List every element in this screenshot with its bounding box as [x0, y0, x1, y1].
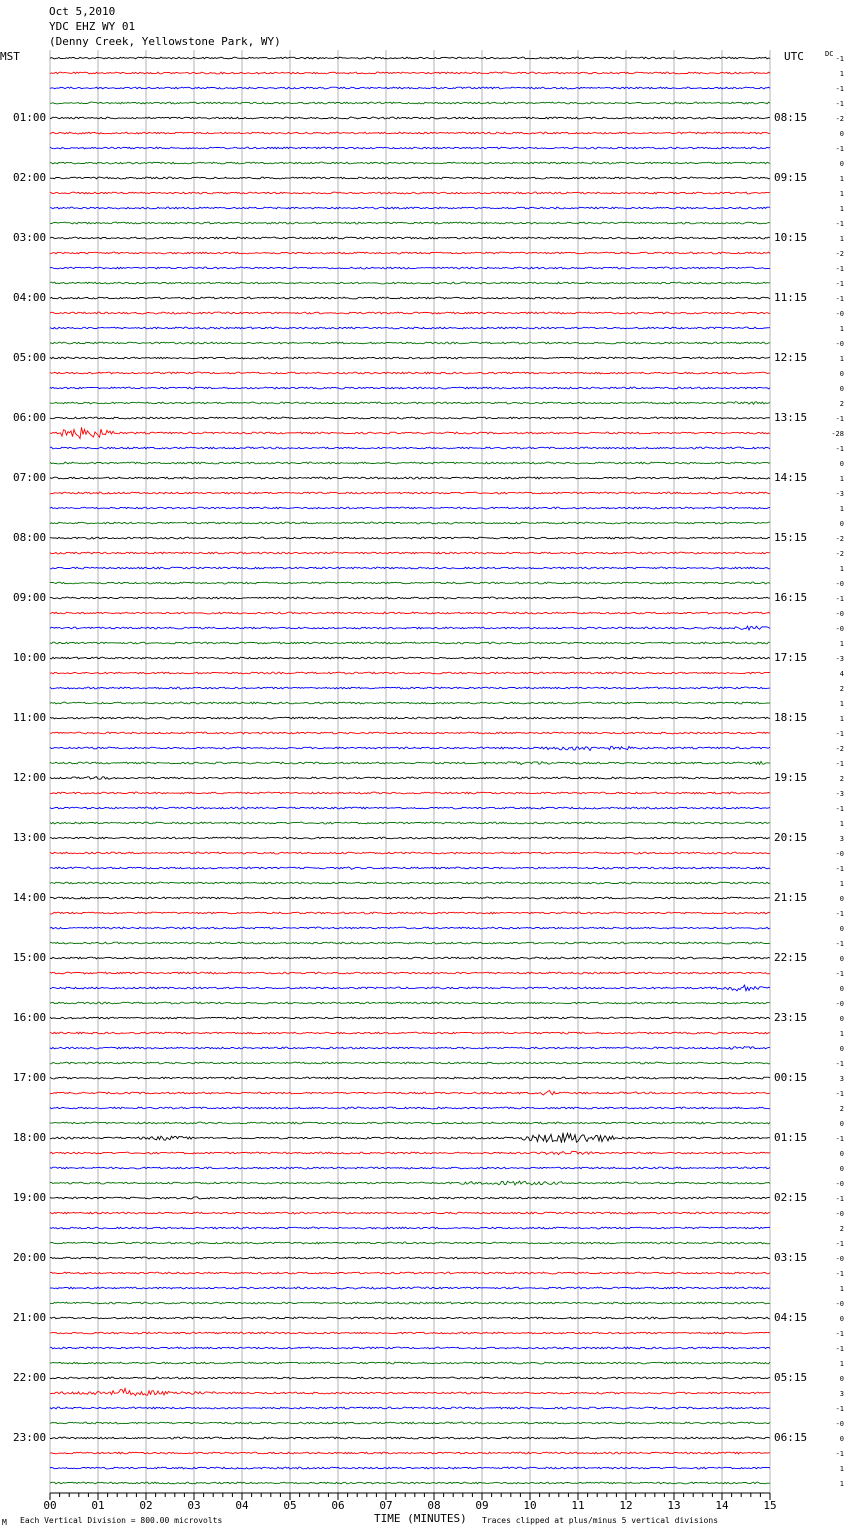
dc-offset-value: 1 — [839, 1285, 844, 1293]
dc-offset-value: -3 — [835, 790, 844, 798]
utc-hour-label: 17:15 — [774, 651, 808, 664]
trace-row — [50, 57, 770, 59]
trace-row — [50, 612, 770, 614]
mst-hour-label: 12:00 — [13, 771, 47, 784]
trace-row — [50, 342, 770, 344]
dc-offset-value: -1 — [835, 445, 844, 453]
dc-offset-value: -1 — [835, 1195, 844, 1203]
trace-row — [50, 387, 770, 389]
utc-hour-label: 04:15 — [774, 1311, 808, 1324]
x-tick-label: 01 — [91, 1499, 105, 1512]
trace-row — [50, 1407, 770, 1409]
dc-offset-value: 0 — [839, 385, 844, 393]
dc-offset-value: -1 — [835, 760, 844, 768]
dc-offset-value: -1 — [835, 1330, 844, 1338]
trace-row — [50, 912, 770, 914]
trace-row — [50, 222, 770, 224]
trace-row — [50, 87, 770, 89]
dc-offset-value: 0 — [839, 925, 844, 933]
x-tick-label: 09 — [475, 1499, 489, 1512]
trace-row — [50, 702, 770, 704]
trace-row — [50, 1242, 770, 1244]
trace-row — [50, 1257, 770, 1259]
trace-row — [50, 942, 770, 944]
station-location: (Denny Creek, Yellowstone Park, WY) — [49, 35, 281, 48]
dc-offset-value: 0 — [839, 955, 844, 963]
trace-row — [50, 162, 770, 164]
dc-offset-value: -1 — [835, 1450, 844, 1458]
utc-hour-label: 00:15 — [774, 1071, 808, 1084]
trace-row — [50, 882, 770, 884]
trace-row — [50, 477, 770, 479]
scale-note: Each Vertical Division = 800.00 microvolts — [20, 1516, 223, 1525]
utc-hour-label: 23:15 — [774, 1011, 808, 1024]
mst-hour-label: 09:00 — [13, 591, 47, 604]
dc-offset-value: -1 — [835, 145, 844, 153]
dc-offset-value: -1 — [835, 220, 844, 228]
dc-offset-value: 0 — [839, 1120, 844, 1128]
trace-row — [50, 567, 770, 569]
dc-offset-value: -1 — [835, 85, 844, 93]
trace-row — [50, 537, 770, 539]
mst-hour-label: 11:00 — [13, 711, 47, 724]
dc-offset-value: -1 — [835, 865, 844, 873]
x-tick-label: 14 — [715, 1499, 729, 1512]
mst-hour-label: 05:00 — [13, 351, 47, 364]
dc-offset-value: -1 — [835, 595, 844, 603]
trace-row — [50, 147, 770, 149]
trace-row — [50, 117, 770, 119]
dc-offset-value: -1 — [835, 1405, 844, 1413]
dc-offset-value: 1 — [839, 640, 844, 648]
dc-offset-value: 3 — [839, 1390, 844, 1398]
utc-hour-label: 09:15 — [774, 171, 808, 184]
mst-hour-label: 21:00 — [13, 1311, 47, 1324]
dc-offset-value: 4 — [839, 670, 844, 678]
dc-offset-value: -1 — [835, 940, 844, 948]
dc-offset-value: 0 — [839, 160, 844, 168]
mst-axis-label: MST — [0, 50, 20, 63]
trace-row — [50, 402, 770, 405]
trace-row — [50, 777, 770, 780]
trace-row — [50, 597, 770, 599]
trace-row — [50, 867, 770, 869]
dc-offset-value: -0 — [835, 1000, 844, 1008]
dc-offset-value: -3 — [835, 490, 844, 498]
mst-hour-label: 15:00 — [13, 951, 47, 964]
trace-row — [50, 717, 770, 719]
trace-row — [50, 1332, 770, 1334]
dc-offset-value: -0 — [835, 340, 844, 348]
trace-row — [50, 985, 770, 991]
trace-row — [50, 761, 770, 764]
dc-offset-value: -1 — [835, 1240, 844, 1248]
trace-row — [50, 282, 770, 284]
dc-offset-value: 1 — [839, 700, 844, 708]
trace-row — [50, 642, 770, 644]
trace-row — [50, 822, 770, 824]
dc-offset-value: -1 — [835, 805, 844, 813]
dc-offset-value: -1 — [835, 1270, 844, 1278]
utc-hour-label: 19:15 — [774, 771, 808, 784]
dc-offset-value: -1 — [835, 1345, 844, 1353]
trace-row — [50, 72, 770, 74]
trace-row — [50, 1181, 770, 1185]
trace-row — [50, 1151, 770, 1154]
trace-row — [50, 897, 770, 899]
trace-row — [50, 237, 770, 239]
utc-hour-label: 01:15 — [774, 1131, 808, 1144]
trace-row — [50, 1133, 770, 1143]
trace-row — [50, 626, 770, 630]
trace-row — [50, 1212, 770, 1214]
utc-hour-label: 21:15 — [774, 891, 808, 904]
trace-row — [50, 1062, 770, 1064]
utc-hour-label: 10:15 — [774, 231, 808, 244]
mst-hour-label: 07:00 — [13, 471, 47, 484]
dc-offset-value: -0 — [835, 1420, 844, 1428]
dc-offset-value: 0 — [839, 460, 844, 468]
dc-offset-value: -2 — [835, 745, 844, 753]
trace-row — [50, 357, 770, 359]
dc-offset-value: -1 — [835, 970, 844, 978]
trace-row — [50, 1047, 770, 1050]
mst-hour-label: 01:00 — [13, 111, 47, 124]
dc-offset-value: 1 — [839, 505, 844, 513]
seismic-traces — [50, 57, 770, 1484]
dc-offset-value: -2 — [835, 535, 844, 543]
dc-offset-value: 1 — [839, 1360, 844, 1368]
time-axis — [43, 1493, 776, 1512]
trace-row — [50, 582, 770, 584]
dc-offset-value: -1 — [835, 1060, 844, 1068]
dc-offset-value: -0 — [835, 850, 844, 858]
dc-offset-value: 2 — [839, 400, 844, 408]
dc-offset-value: -1 — [835, 295, 844, 303]
dc-offset-value: 1 — [839, 355, 844, 363]
trace-row — [50, 1287, 770, 1289]
dc-offset-value: -2 — [835, 250, 844, 258]
x-tick-label: 13 — [667, 1499, 681, 1512]
trace-row — [50, 1017, 770, 1019]
dc-offset-value: 1 — [839, 175, 844, 183]
utc-hour-label: 13:15 — [774, 411, 808, 424]
minute-gridlines — [50, 50, 770, 1493]
mst-hour-label: 22:00 — [13, 1371, 47, 1384]
mst-hour-label: 06:00 — [13, 411, 47, 424]
dc-offset-value: -1 — [835, 1090, 844, 1098]
dc-offset-value: -0 — [835, 1210, 844, 1218]
utc-axis-label: UTC — [784, 50, 804, 63]
trace-row — [50, 1227, 770, 1229]
dc-offset-value: -28 — [831, 430, 844, 438]
dc-offset-value: 0 — [839, 895, 844, 903]
utc-hour-label: 15:15 — [774, 531, 808, 544]
dc-offset-value: 0 — [839, 985, 844, 993]
trace-row — [50, 1377, 770, 1379]
x-tick-label: 15 — [763, 1499, 777, 1512]
dc-offset-value: -1 — [835, 280, 844, 288]
x-tick-label: 04 — [235, 1499, 249, 1512]
dc-offset-value: 0 — [839, 1375, 844, 1383]
dc-offset-value: 0 — [839, 1165, 844, 1173]
dc-offset-value: 1 — [839, 325, 844, 333]
trace-row — [50, 1197, 770, 1199]
trace-row — [50, 427, 770, 438]
trace-row — [50, 657, 770, 659]
dc-offset-value: 1 — [839, 235, 844, 243]
mst-hour-label: 08:00 — [13, 531, 47, 544]
trace-row — [50, 132, 770, 134]
trace-row — [50, 552, 770, 554]
dc-offset-value: -1 — [835, 1135, 844, 1143]
dc-offset-value: 1 — [839, 1465, 844, 1473]
trace-row — [50, 1032, 770, 1034]
trace-row — [50, 792, 770, 794]
x-tick-label: 05 — [283, 1499, 297, 1512]
x-tick-label: 10 — [523, 1499, 537, 1512]
plot-date: Oct 5,2010 — [49, 5, 116, 18]
trace-row — [50, 507, 770, 509]
trace-row — [50, 1388, 770, 1395]
dc-offset-value: -2 — [835, 115, 844, 123]
trace-row — [50, 192, 770, 194]
dc-offset-value: -1 — [835, 100, 844, 108]
x-tick-label: 08 — [427, 1499, 441, 1512]
dc-offset-value: -0 — [835, 1180, 844, 1188]
x-tick-label: 11 — [571, 1499, 585, 1512]
mst-hour-label: 14:00 — [13, 891, 47, 904]
dc-offset-value: -1 — [835, 730, 844, 738]
mst-hour-label: 10:00 — [13, 651, 47, 664]
dc-offset-value: 0 — [839, 1015, 844, 1023]
dc-offset-value: 3 — [839, 835, 844, 843]
utc-hour-label: 14:15 — [774, 471, 808, 484]
dc-offset-value: 1 — [839, 565, 844, 573]
dc-offset-value: -0 — [835, 580, 844, 588]
x-tick-label: 06 — [331, 1499, 345, 1512]
trace-row — [50, 1272, 770, 1274]
dc-offset-value: 0 — [839, 1045, 844, 1053]
dc-offset-value: 0 — [839, 1150, 844, 1158]
trace-row — [50, 972, 770, 974]
utc-hour-label: 05:15 — [774, 1371, 808, 1384]
mst-hour-label: 18:00 — [13, 1131, 47, 1144]
trace-row — [50, 1107, 770, 1109]
mst-hour-label: 17:00 — [13, 1071, 47, 1084]
dc-offset-value: -1 — [835, 910, 844, 918]
trace-row — [50, 492, 770, 494]
mst-hour-label: 19:00 — [13, 1191, 47, 1204]
utc-hour-label: 06:15 — [774, 1431, 808, 1444]
mst-hour-label: 04:00 — [13, 291, 47, 304]
trace-row — [50, 177, 770, 179]
dc-offset-value: 1 — [839, 880, 844, 888]
trace-row — [50, 297, 770, 299]
trace-row — [50, 417, 770, 419]
station-code: YDC EHZ WY 01 — [49, 20, 136, 33]
trace-row — [50, 732, 770, 734]
trace-row — [50, 252, 770, 254]
mst-hour-label: 02:00 — [13, 171, 47, 184]
dc-offset-value: 1 — [839, 70, 844, 78]
utc-hour-label: 16:15 — [774, 591, 808, 604]
trace-row — [50, 1422, 770, 1424]
mst-hour-label: 16:00 — [13, 1011, 47, 1024]
utc-hour-label: 11:15 — [774, 291, 808, 304]
trace-row — [50, 1452, 770, 1454]
dc-offset-value: 1 — [839, 820, 844, 828]
trace-row — [50, 1167, 770, 1169]
trace-row — [50, 1317, 770, 1319]
trace-row — [50, 837, 770, 839]
trace-row — [50, 1302, 770, 1304]
dc-label: DC — [825, 50, 834, 58]
mst-hour-label: 20:00 — [13, 1251, 47, 1264]
utc-hour-label: 18:15 — [774, 711, 808, 724]
mst-hour-label: 23:00 — [13, 1431, 47, 1444]
dc-offset-value: 1 — [839, 1480, 844, 1488]
dc-offset-value: -0 — [835, 610, 844, 618]
trace-row — [50, 687, 770, 689]
utc-hour-label: 02:15 — [774, 1191, 808, 1204]
clip-note: Traces clipped at plus/minus 5 vertical divisions — [482, 1516, 719, 1525]
trace-row — [50, 1482, 770, 1484]
trace-row — [50, 102, 770, 104]
utc-hour-label: 20:15 — [774, 831, 808, 844]
trace-row — [50, 447, 770, 449]
trace-row — [50, 672, 770, 674]
trace-row — [50, 522, 770, 524]
dc-offset-value: -0 — [835, 1300, 844, 1308]
mst-hour-label: 03:00 — [13, 231, 47, 244]
dc-offset-value: 1 — [839, 715, 844, 723]
x-tick-label: 12 — [619, 1499, 633, 1512]
dc-offset-value: -1 — [835, 415, 844, 423]
dc-offset-value: 2 — [839, 685, 844, 693]
dc-offset-value: -3 — [835, 655, 844, 663]
dc-offset-value: 1 — [839, 1030, 844, 1038]
trace-row — [50, 852, 770, 854]
trace-row — [50, 1091, 770, 1095]
x-tick-label: 02 — [139, 1499, 153, 1512]
trace-row — [50, 207, 770, 209]
dc-offset-value: 2 — [839, 1225, 844, 1233]
dc-offset-value: -2 — [835, 550, 844, 558]
trace-row — [50, 1002, 770, 1004]
x-axis-title: TIME (MINUTES) — [374, 1512, 467, 1525]
trace-row — [50, 1347, 770, 1349]
trace-row — [50, 807, 770, 809]
dc-offset-value: -1 — [835, 55, 844, 63]
utc-hour-label: 22:15 — [774, 951, 808, 964]
dc-offset-value: 2 — [839, 1105, 844, 1113]
utc-hour-label: 03:15 — [774, 1251, 808, 1264]
dc-offset-value: 1 — [839, 190, 844, 198]
x-tick-label: 03 — [187, 1499, 201, 1512]
trace-row — [50, 1467, 770, 1469]
corner-mark: M — [2, 1518, 7, 1527]
trace-row — [50, 1122, 770, 1124]
dc-offset-value: 0 — [839, 1315, 844, 1323]
dc-offset-value: 0 — [839, 130, 844, 138]
dc-offset-value: -0 — [835, 310, 844, 318]
x-tick-label: 00 — [43, 1499, 57, 1512]
dc-offset-value: -1 — [835, 265, 844, 273]
dc-offset-value: 2 — [839, 775, 844, 783]
trace-row — [50, 957, 770, 959]
trace-row — [50, 1437, 770, 1439]
utc-hour-label: 12:15 — [774, 351, 808, 364]
x-tick-label: 07 — [379, 1499, 393, 1512]
dc-offset-value: 1 — [839, 205, 844, 213]
dc-offset-value: 1 — [839, 475, 844, 483]
dc-offset-value: -0 — [835, 1255, 844, 1263]
trace-row — [50, 927, 770, 929]
trace-row — [50, 267, 770, 269]
trace-row — [50, 372, 770, 374]
dc-offset-value: -0 — [835, 625, 844, 633]
trace-row — [50, 327, 770, 329]
trace-row — [50, 462, 770, 464]
trace-row — [50, 1077, 770, 1079]
mst-hour-label: 13:00 — [13, 831, 47, 844]
dc-offset-value: 0 — [839, 370, 844, 378]
trace-row — [50, 312, 770, 314]
trace-row — [50, 1362, 770, 1364]
utc-hour-label: 08:15 — [774, 111, 808, 124]
trace-row — [50, 746, 770, 750]
dc-offset-value: 0 — [839, 1435, 844, 1443]
dc-offset-value: 3 — [839, 1075, 844, 1083]
dc-offset-value: 0 — [839, 520, 844, 528]
